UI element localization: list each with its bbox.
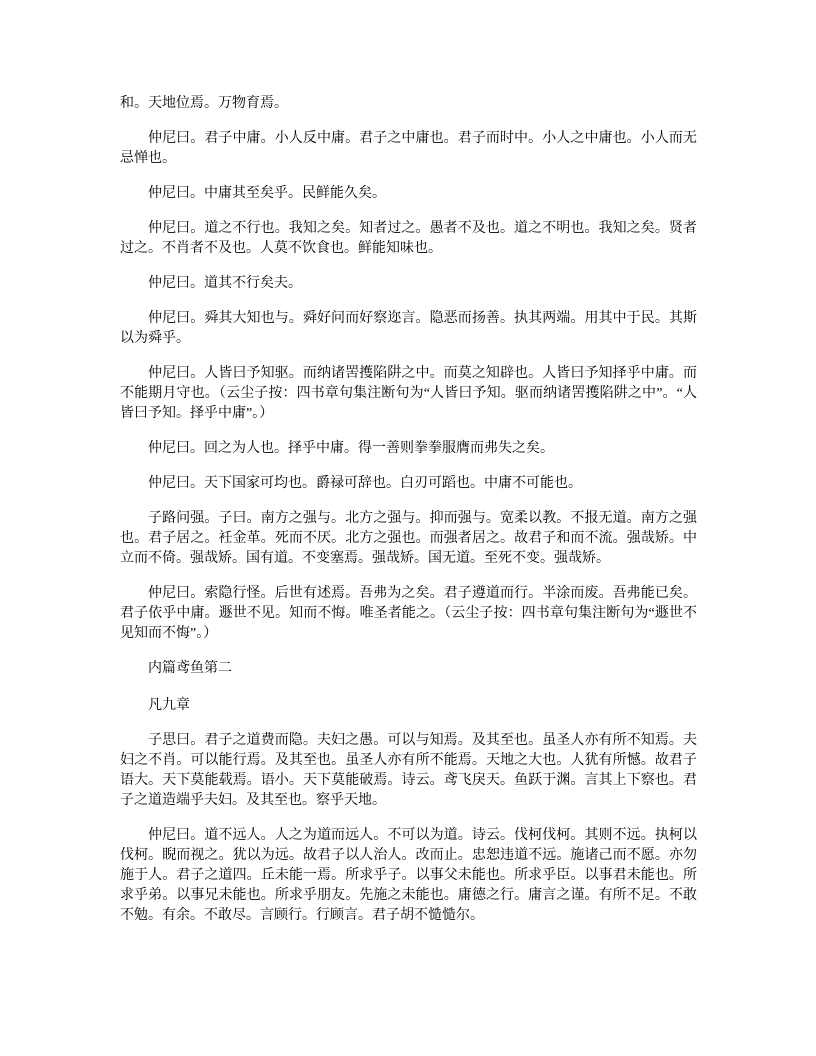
body-paragraph: 仲尼曰。天下国家可均也。爵禄可辞也。白刃可蹈也。中庸不可能也。 bbox=[148, 476, 582, 491]
body-paragraph: 仲尼曰。回之为人也。择乎中庸。得一善则拳拳服膺而弗失之矣。 bbox=[148, 441, 554, 456]
document-content bbox=[120, 94, 697, 926]
body-paragraph: 子路问强。子曰。南方之强与。北方之强与。抑而强与。宽柔以教。不报无道。南方之强也。君子居之。衽金革。死而不厌。北方之强也。而强者居之。故君子和而不流。强哉矫。中立而不倚。强哉矫。国有道。不变塞焉。强哉矫。国无道。至死不变。强哉矫。 bbox=[120, 511, 697, 566]
body-paragraph: 仲尼曰。人皆曰予知驱。而纳诸罟擭陷阱之中。而莫之知辟也。人皆曰予知择乎中庸。而不能期月守也。（云尘子按：四书章句集注断句为“人皆曰予知。驱而纳诸罟擭陷阱之中”。“人皆曰予知。择乎中庸”。） bbox=[120, 366, 697, 421]
body-paragraph: 仲尼曰。舜其大知也与。舜好问而好察迩言。隐恶而扬善。执其两端。用其中于民。其斯以为舜乎。 bbox=[120, 311, 697, 346]
body-paragraph: 仲尼曰。索隐行怪。后世有述焉。吾弗为之矣。君子遵道而行。半涂而废。吾弗能已矣。君子依乎中庸。遯世不见。知而不悔。唯圣者能之。（云尘子按：四书章句集注断句为“遯世不见知而不悔”。） bbox=[120, 586, 697, 641]
body-paragraph: 子思曰。君子之道费而隐。夫妇之愚。可以与知焉。及其至也。虽圣人亦有所不知焉。夫妇之不肖。可以能行焉。及其至也。虽圣人亦有所不能焉。天地之大也。人犹有所憾。故君子语大。天下莫能载焉。语小。天下莫能破焉。诗云。鸢飞戾天。鱼跃于渊。言其上下察也。君子之道造端乎夫妇。及其至也。察乎天地。 bbox=[120, 733, 697, 808]
chapter-count-line: 凡九章 bbox=[148, 698, 190, 713]
body-paragraph: 仲尼曰。道其不行矣夫。 bbox=[148, 276, 302, 291]
body-paragraph: 仲尼曰。道不远人。人之为道而远人。不可以为道。诗云。伐柯伐柯。其则不远。执柯以伐柯。睨而视之。犹以为远。故君子以人治人。改而止。忠恕违道不远。施诸己而不愿。亦勿施于人。君子之道四。丘未能一焉。所求乎子。以事父未能也。所求乎臣。以事君未能也。所求乎弟。以事兄未能也。所求乎朋友。先施之未能也。庸德之行。庸言之谨。有所不足。不敢不勉。有余。不敢尽。言顾行。行顾言。君子胡不慥慥尔。 bbox=[120, 828, 697, 923]
body-paragraph: 仲尼曰。道之不行也。我知之矣。知者过之。愚者不及也。道之不明也。我知之矣。贤者过之。不肖者不及也。人莫不饮食也。鲜能知味也。 bbox=[120, 221, 697, 256]
section-heading: 内篇鸢鱼第二 bbox=[148, 661, 232, 676]
body-paragraph: 仲尼曰。中庸其至矣乎。民鲜能久矣。 bbox=[148, 186, 386, 201]
body-paragraph: 仲尼曰。君子中庸。小人反中庸。君子之中庸也。君子而时中。小人之中庸也。小人而无忌惮也。 bbox=[120, 131, 697, 166]
body-paragraph: 和。天地位焉。万物育焉。 bbox=[120, 96, 288, 111]
